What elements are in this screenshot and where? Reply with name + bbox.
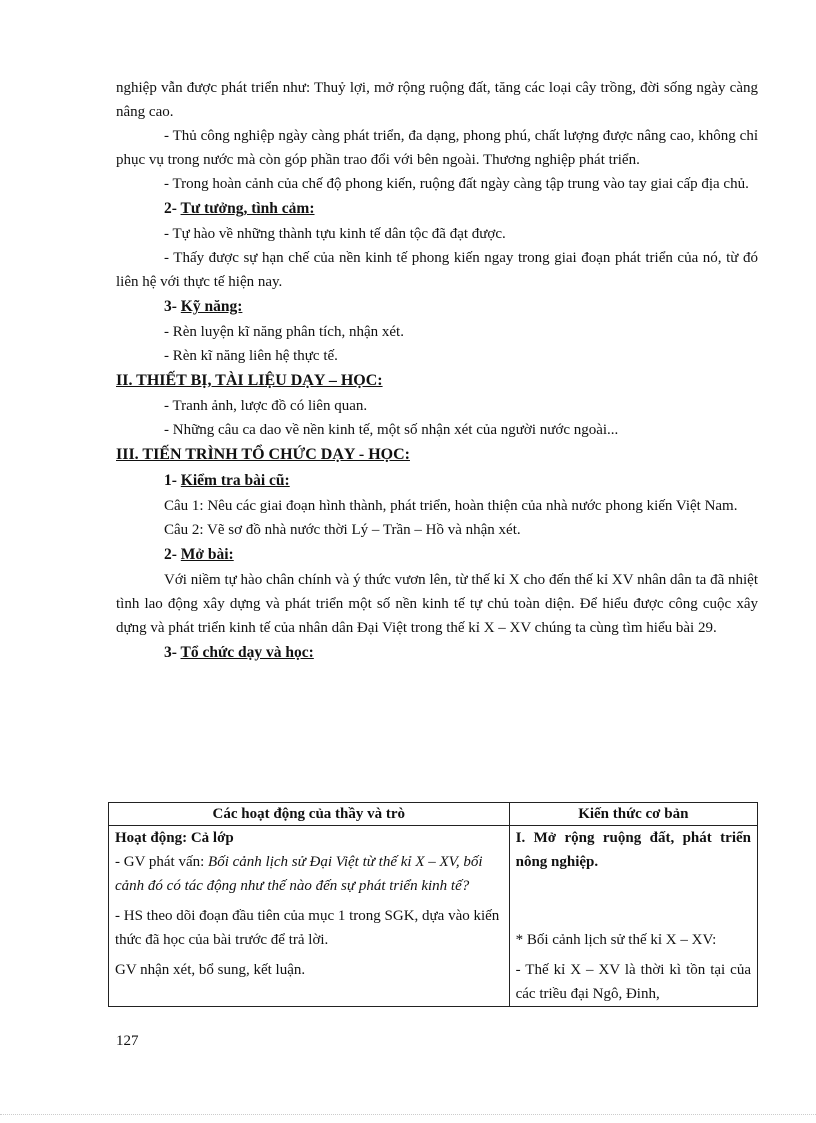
paragraph: - Rèn kĩ năng liên hệ thực tế. bbox=[164, 348, 338, 364]
section-heading-equipment: II. THIẾT BỊ, TÀI LIỆU DẠY – HỌC: bbox=[116, 372, 383, 389]
paragraph: - Tự hào về những thành tựu kinh tế dân tộc đã đạt được. bbox=[164, 226, 506, 242]
student-task: - HS theo dõi đoạn đầu tiên của mục 1 trong SGK, dựa vào kiến thức đã học của bài trước để trả lời. bbox=[115, 908, 500, 948]
table-header-activities: Các hoạt động của thầy và trò bbox=[109, 803, 510, 826]
subheading-review: 1- Kiểm tra bài cũ: bbox=[164, 472, 290, 489]
paragraph: nghiệp vẫn được phát triển như: Thuỷ lợi, mở rộng ruộng đất, tăng các loại cây trồng, đời sống ngày càng nâng cao. bbox=[116, 80, 758, 120]
subheading-skills: 3- Kỹ năng: bbox=[164, 298, 243, 315]
section-heading-process: III. TIẾN TRÌNH TỔ CHỨC DẠY - HỌC: bbox=[116, 446, 410, 463]
subheading-organize: 3- Tổ chức dạy và học: bbox=[164, 644, 314, 661]
page-number: 127 bbox=[116, 1033, 139, 1049]
question-2: Câu 2: Vẽ sơ đồ nhà nước thời Lý – Trần – Hồ và nhận xét. bbox=[164, 522, 521, 538]
page-body bbox=[116, 76, 758, 666]
paragraph: - Trong hoàn cảnh của chế độ phong kiến, ruộng đất ngày càng tập trung vào tay giai cấp địa chủ. bbox=[164, 176, 749, 192]
knowledge-title: I. Mở rộng ruộng đất, phát triển nông nghiệp. bbox=[515, 830, 751, 870]
paragraph: - Thấy được sự hạn chế của nền kinh tế phong kiến ngay trong giai đoạn phát triển của nó, từ đó liên hệ với thực tế hiện nay. bbox=[116, 250, 758, 290]
lesson-table bbox=[108, 802, 758, 1007]
activity-title: Hoạt động: Cả lớp bbox=[115, 830, 234, 846]
paragraph: - Tranh ảnh, lược đồ có liên quan. bbox=[164, 398, 368, 414]
paragraph: - Thủ công nghiệp ngày càng phát triển, đa dạng, phong phú, chất lượng được nâng cao, không chỉ phục vụ trong nước mà còn góp phần trao đổi với bên ngoài. Thương nghiệp phát triển. bbox=[116, 128, 758, 168]
knowledge-text: - Thế kỉ X – XV là thời kì tồn tại của các triều đại Ngô, Đinh, bbox=[515, 962, 751, 1002]
table-cell-knowledge bbox=[509, 826, 757, 1007]
table-cell-activities bbox=[109, 826, 510, 1007]
table-header-knowledge: Kiến thức cơ bản bbox=[509, 803, 757, 826]
question-1: Câu 1: Nêu các giai đoạn hình thành, phát triển, hoàn thiện của nhà nước phong kiến Việt Nam. bbox=[164, 498, 738, 514]
table-row bbox=[109, 826, 758, 1007]
subheading-intro: 2- Mở bài: bbox=[164, 546, 234, 563]
intro-paragraph: Với niềm tự hào chân chính và ý thức vươn lên, từ thế kỉ X cho đến thế kỉ XV nhân dân ta đã nhiệt tình lao động xây dựng và phát triển một số nền kinh tế tự chủ toàn diện. Để hiểu được công cuộc xây dựng và phát triển kinh tế của nhân dân Đại Việt trong thế kỉ X – XV chúng ta cùng tìm hiểu bài 29. bbox=[116, 572, 758, 636]
knowledge-context: * Bối cảnh lịch sử thế kỉ X – XV: bbox=[515, 932, 717, 948]
paragraph: - Rèn luyện kĩ năng phân tích, nhận xét. bbox=[164, 324, 404, 340]
teacher-question: - GV phát vấn: Bối cảnh lịch sử Đại Việt từ thế kỉ X – XV, bối cảnh đó có tác động như thế nào đến sự phát triển kinh tế? bbox=[115, 854, 483, 894]
page-edge-divider bbox=[0, 1114, 816, 1115]
subheading-attitude: 2- Tư tưởng, tình cảm: bbox=[164, 200, 315, 217]
teacher-conclusion: GV nhận xét, bổ sung, kết luận. bbox=[115, 962, 306, 978]
table-header-row bbox=[109, 803, 758, 826]
paragraph: - Những câu ca dao về nền kinh tế, một số nhận xét của người nước ngoài... bbox=[164, 422, 619, 438]
